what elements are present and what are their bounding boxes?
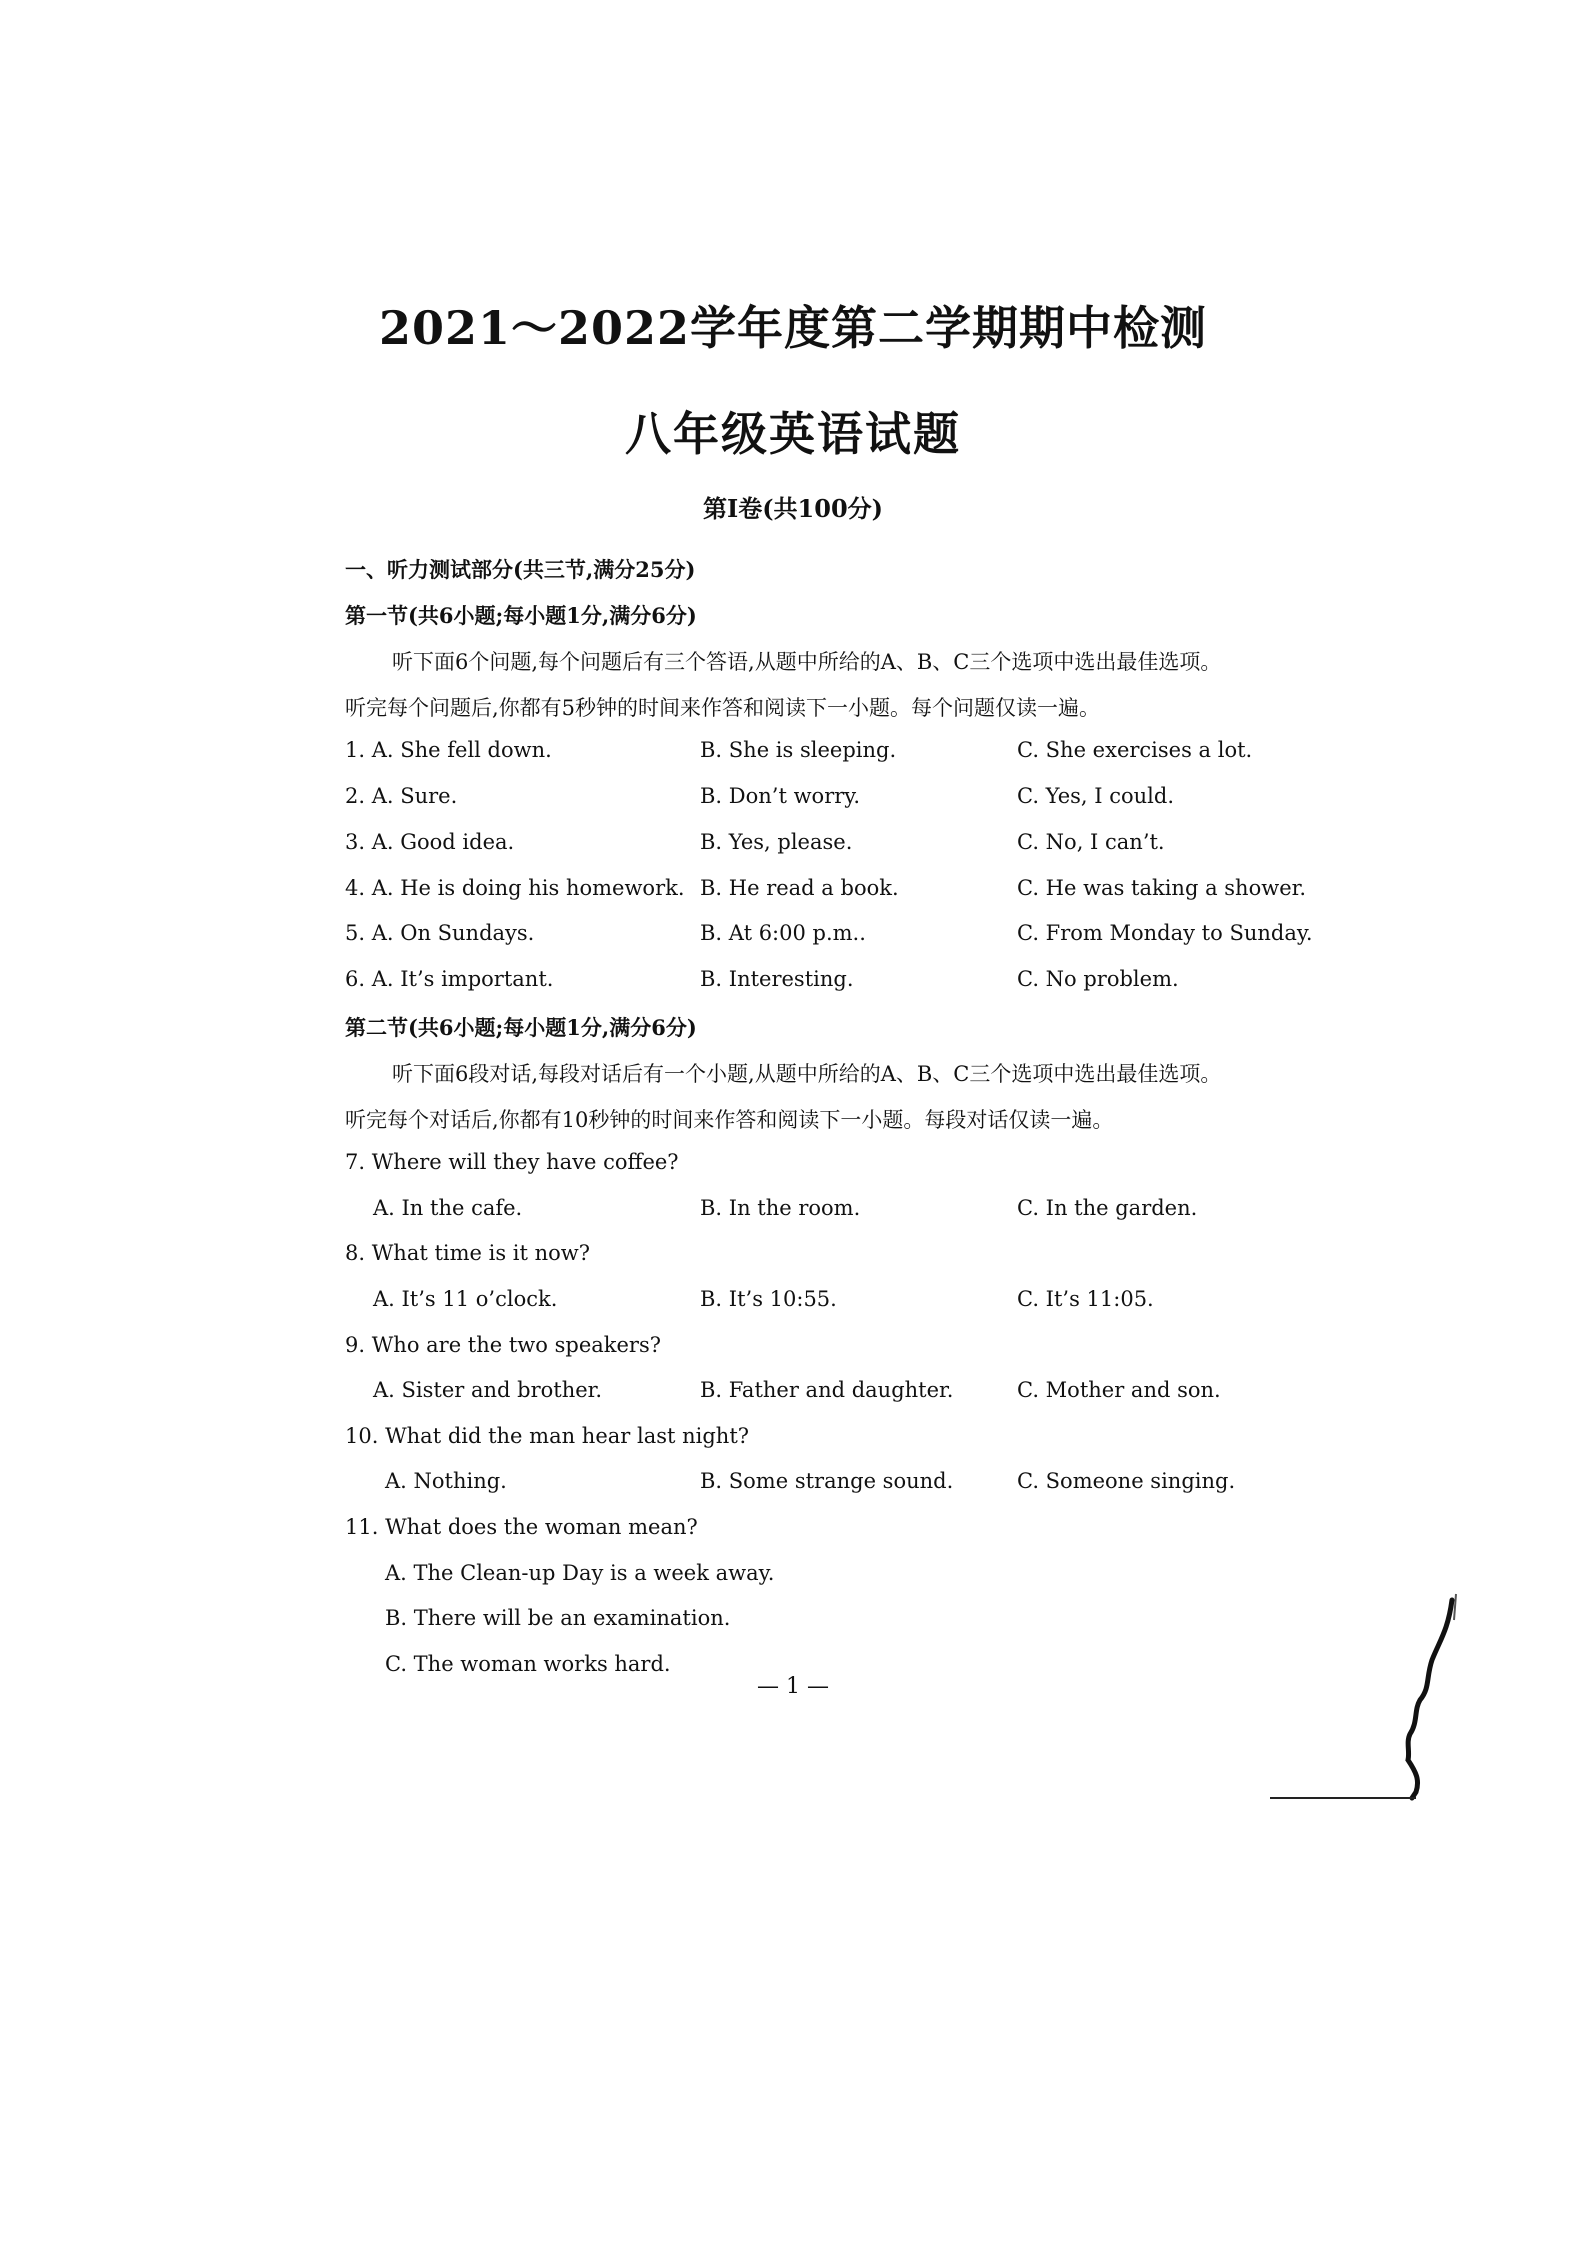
option-c: C. No problem.: [1017, 967, 1179, 991]
option-b: B. In the room.: [700, 1196, 861, 1220]
option-c: C. He was taking a shower.: [1017, 876, 1307, 900]
option-a: 5. A. On Sundays.: [345, 921, 535, 945]
option-c: C. No, I can’t.: [1017, 830, 1165, 854]
question-stem: 10. What did the man hear last night?: [345, 1424, 750, 1448]
option-b: B. Yes, please.: [700, 830, 853, 854]
option-c: C. Mother and son.: [1017, 1378, 1221, 1402]
section1-instruction: 听下面6个问题,每个问题后有三个答语,从题中所给的A、B、C三个选项中选出最佳选项。: [392, 650, 1222, 674]
question-stem: 9. Who are the two speakers?: [345, 1333, 661, 1357]
option-c: C. In the garden.: [1017, 1196, 1198, 1220]
option-a: A. Sister and brother.: [373, 1378, 603, 1402]
option-c: C. She exercises a lot.: [1017, 738, 1253, 762]
option-a: A. Nothing.: [385, 1469, 507, 1493]
option-a: A. It’s 11 o’clock.: [373, 1287, 558, 1311]
section1-heading: 第一节(共6小题;每小题1分,满分6分): [345, 603, 697, 628]
option-c: C. Someone singing.: [1017, 1469, 1236, 1493]
option-b: B. Interesting.: [700, 967, 854, 991]
option-a: A. In the cafe.: [373, 1196, 523, 1220]
option-c: C. The woman works hard.: [385, 1652, 671, 1676]
option-a: 2. A. Sure.: [345, 784, 458, 808]
option-b: B. She is sleeping.: [700, 738, 897, 762]
question-stem: 11. What does the woman mean?: [345, 1515, 698, 1539]
option-b: B. Father and daughter.: [700, 1378, 954, 1402]
option-a: 1. A. She fell down.: [345, 738, 552, 762]
exam-title: 2021～2022学年度第二学期期中检测: [378, 301, 1208, 355]
option-b: B. Some strange sound.: [700, 1469, 954, 1493]
option-c: C. From Monday to Sunday.: [1017, 921, 1313, 945]
section2-instruction: 听完每个对话后,你都有10秒钟的时间来作答和阅读下一小题。每段对话仅读一遍。: [345, 1108, 1114, 1132]
volume-title: 第Ⅰ卷(共100分): [702, 494, 884, 523]
option-b: B. He read a book.: [700, 876, 899, 900]
part-heading: 一、听力测试部分(共三节,满分25分): [345, 557, 696, 582]
option-a: 3. A. Good idea.: [345, 830, 515, 854]
question-stem: 8. What time is it now?: [345, 1241, 591, 1265]
option-a: A. The Clean-up Day is a week away.: [385, 1561, 775, 1585]
section1-instruction: 听完每个问题后,你都有5秒钟的时间来作答和阅读下一小题。每个问题仅读一遍。: [345, 696, 1101, 720]
option-b: B. There will be an examination.: [385, 1606, 731, 1630]
page-number: — 1 —: [757, 1674, 829, 1699]
option-b: B. It’s 10:55.: [700, 1287, 837, 1311]
section2-instruction: 听下面6段对话,每段对话后有一个小题,从题中所给的A、B、C三个选项中选出最佳选项。: [392, 1062, 1222, 1086]
option-c: C. It’s 11:05.: [1017, 1287, 1154, 1311]
option-c: C. Yes, I could.: [1017, 784, 1174, 808]
option-a: 4. A. He is doing his homework.: [345, 876, 685, 900]
option-a: 6. A. It’s important.: [345, 967, 554, 991]
exam-subtitle: 八年级英语试题: [625, 407, 961, 461]
option-b: B. Don’t worry.: [700, 784, 861, 808]
paper-tear-mark: [1270, 1560, 1470, 1820]
option-b: B. At 6:00 p.m..: [700, 921, 866, 945]
section2-heading: 第二节(共6小题;每小题1分,满分6分): [345, 1015, 697, 1040]
question-stem: 7. Where will they have coffee?: [345, 1150, 679, 1174]
